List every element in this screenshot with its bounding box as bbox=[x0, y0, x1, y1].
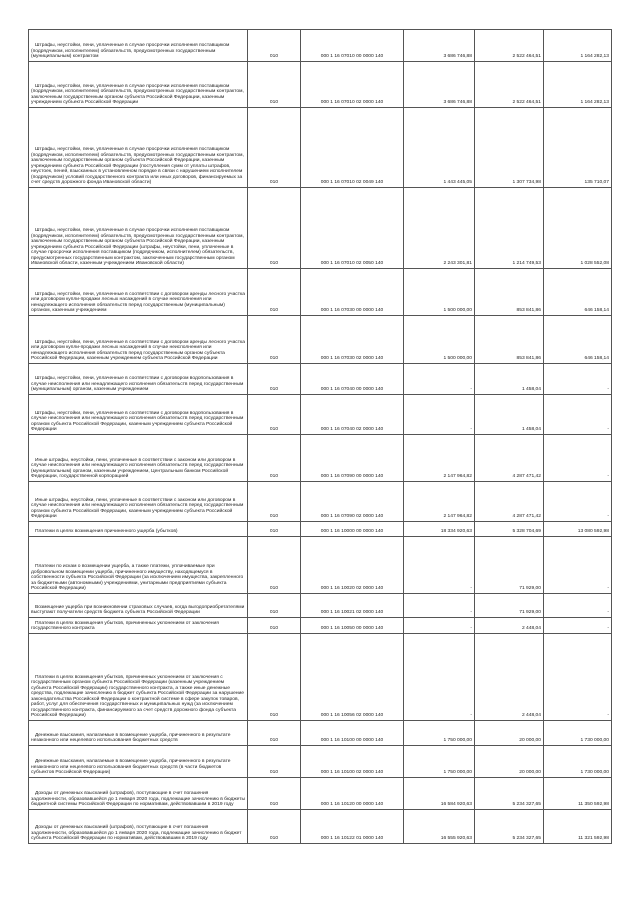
executed-amount-text: 4 287 471,42 bbox=[512, 514, 541, 520]
approved-plan-text: - bbox=[470, 713, 472, 719]
classification-code-cell bbox=[301, 188, 404, 269]
unexecuted-amount-cell bbox=[544, 522, 612, 537]
unexecuted-amount-text: 646 158,14 bbox=[584, 356, 609, 362]
classification-code-cell bbox=[301, 618, 404, 634]
approved-plan-text: - bbox=[470, 387, 472, 393]
unexecuted-amount-text: 1 730 000,00 bbox=[580, 770, 609, 776]
line-code-text: 010 bbox=[269, 610, 279, 616]
income-name-text: Иные штрафы, неустойки, пени, уплаченные в соответствии с законом или договором в случае неисполнения или ненадлежащего исполнения обязательств перед государственным (муниципальным) органом, казенным учреждением, Центральным банком Российской Федерации, государственной корпорацией bbox=[31, 457, 244, 480]
classification-code-cell bbox=[301, 364, 404, 395]
classification-code-cell bbox=[301, 482, 404, 522]
executed-amount-cell bbox=[475, 594, 544, 618]
income-name-cell bbox=[29, 364, 248, 395]
table-row bbox=[29, 594, 612, 618]
approved-plan-cell bbox=[404, 435, 475, 482]
approved-plan-cell bbox=[404, 269, 475, 316]
executed-amount-cell bbox=[475, 395, 544, 435]
line-code-cell bbox=[248, 634, 301, 721]
classification-code-text: 000 1 16 07030 02 0000 140 bbox=[320, 356, 384, 362]
unexecuted-amount-cell bbox=[544, 108, 612, 188]
income-name-cell bbox=[29, 395, 248, 435]
income-name-text: Штрафы, неустойки, пени, уплаченные в соответствии с договором аренды лесного участка или договором купли-продажи лесных насаждений в случае неисполнения или ненадлежащего исполнения обязательств перед государственным (муниципальным) органом, казенным учреждением bbox=[31, 291, 245, 314]
classification-code-text: 000 1 16 10021 02 0000 140 bbox=[320, 610, 384, 616]
income-name-cell bbox=[29, 618, 248, 634]
income-name-text: Платежи по искам о возмещении ущерба, а также платежи, уплачиваемые при добровольном возмещении ущерба, причиненного имуществу, находящемуся в собственности субъекта Российской Федерации (за исключением имущества, закрепленного за бюджетными (автономными) учреждениями, унитарными предприятиями субъекта Российской Федерации) bbox=[31, 564, 244, 592]
line-code-cell bbox=[248, 435, 301, 482]
classification-code-cell bbox=[301, 62, 404, 108]
income-name-cell bbox=[29, 188, 248, 269]
unexecuted-amount-text: 1 164 282,13 bbox=[580, 54, 609, 60]
unexecuted-amount-text: - bbox=[607, 387, 609, 393]
approved-plan-text: 1 500 000,00 bbox=[443, 308, 472, 314]
executed-amount-text: 71 929,00 bbox=[519, 586, 541, 592]
approved-plan-text: 1 750 000,00 bbox=[443, 770, 472, 776]
executed-amount-text: 853 841,86 bbox=[516, 356, 541, 362]
income-name-text: Платежи в целях возмещения причиненного ущерба (убытков) bbox=[35, 529, 178, 535]
unexecuted-amount-cell bbox=[544, 721, 612, 746]
approved-plan-text: 1 500 000,00 bbox=[443, 356, 472, 362]
classification-code-text: 000 1 16 07090 02 0000 140 bbox=[320, 514, 384, 520]
approved-plan-cell bbox=[404, 810, 475, 844]
unexecuted-amount-cell bbox=[544, 634, 612, 721]
executed-amount-text: 4 287 471,42 bbox=[512, 474, 541, 480]
unexecuted-amount-cell bbox=[544, 537, 612, 594]
income-name-text: Возмещение ущерба при возникновении страховых случаев, когда выгодоприобретателями выступают получатели средств бюджета субъекта Российской Федерации bbox=[31, 604, 245, 616]
income-name-text: Штрафы, неустойки, пени, уплаченные в случае просрочки исполнения поставщиком (подрядчиком, исполнителем) обязательств, предусмотренных государственным (муниципальным) контрактом bbox=[31, 43, 230, 60]
table-row bbox=[29, 482, 612, 522]
line-code-text: 010 bbox=[269, 180, 279, 186]
executed-amount-cell bbox=[475, 482, 544, 522]
classification-code-cell bbox=[301, 634, 404, 721]
executed-amount-cell bbox=[475, 364, 544, 395]
executed-amount-text: 71 929,00 bbox=[519, 610, 541, 616]
approved-plan-cell bbox=[404, 634, 475, 721]
executed-amount-text: 1 307 734,98 bbox=[512, 180, 541, 186]
approved-plan-text: - bbox=[470, 427, 472, 433]
line-code-text: 010 bbox=[269, 100, 279, 106]
unexecuted-amount-cell bbox=[544, 594, 612, 618]
executed-amount-text: 5 328 704,69 bbox=[512, 529, 541, 535]
classification-code-text: 000 1 16 07030 00 0000 140 bbox=[320, 308, 384, 314]
table-row bbox=[29, 30, 612, 62]
table-row bbox=[29, 269, 612, 316]
approved-plan-cell bbox=[404, 522, 475, 537]
line-code-text: 010 bbox=[269, 514, 279, 520]
income-name-cell bbox=[29, 108, 248, 188]
executed-amount-text: 2 522 464,51 bbox=[512, 54, 541, 60]
classification-code-cell bbox=[301, 30, 404, 62]
income-name-cell bbox=[29, 810, 248, 844]
classification-code-text: 000 1 16 10000 00 0000 140 bbox=[320, 529, 384, 535]
classification-code-cell bbox=[301, 522, 404, 537]
approved-plan-text: 3 686 746,88 bbox=[443, 54, 472, 60]
executed-amount-cell bbox=[475, 522, 544, 537]
line-code-text: 010 bbox=[269, 738, 279, 744]
line-code-cell bbox=[248, 810, 301, 844]
line-code-cell bbox=[248, 778, 301, 810]
income-name-cell bbox=[29, 316, 248, 364]
line-code-cell bbox=[248, 188, 301, 269]
unexecuted-amount-text: 1 028 552,08 bbox=[580, 261, 609, 267]
approved-plan-cell bbox=[404, 395, 475, 435]
classification-code-text: 000 1 16 07010 02 0050 140 bbox=[320, 261, 384, 267]
approved-plan-cell bbox=[404, 746, 475, 778]
executed-amount-cell bbox=[475, 30, 544, 62]
unexecuted-amount-cell bbox=[544, 364, 612, 395]
classification-code-cell bbox=[301, 778, 404, 810]
unexecuted-amount-text: 646 158,14 bbox=[584, 308, 609, 314]
approved-plan-text: - bbox=[470, 586, 472, 592]
approved-plan-text: 2 147 964,82 bbox=[443, 474, 472, 480]
table-row bbox=[29, 364, 612, 395]
unexecuted-amount-text: 1 164 282,13 bbox=[580, 100, 609, 106]
executed-amount-text: 2 448,04 bbox=[521, 626, 541, 632]
approved-plan-cell bbox=[404, 62, 475, 108]
approved-plan-text: 16 584 920,63 bbox=[440, 802, 472, 808]
unexecuted-amount-text: - bbox=[607, 610, 609, 616]
line-code-text: 010 bbox=[269, 713, 279, 719]
unexecuted-amount-cell bbox=[544, 316, 612, 364]
unexecuted-amount-text: - bbox=[607, 626, 609, 632]
executed-amount-text: 853 841,86 bbox=[516, 308, 541, 314]
unexecuted-amount-cell bbox=[544, 778, 612, 810]
executed-amount-cell bbox=[475, 778, 544, 810]
classification-code-cell bbox=[301, 810, 404, 844]
classification-code-cell bbox=[301, 435, 404, 482]
classification-code-text: 000 1 16 10056 02 0000 140 bbox=[320, 713, 384, 719]
line-code-text: 010 bbox=[269, 356, 279, 362]
approved-plan-text: 1 750 000,00 bbox=[443, 738, 472, 744]
line-code-text: 010 bbox=[269, 626, 279, 632]
table-row bbox=[29, 634, 612, 721]
income-name-cell bbox=[29, 634, 248, 721]
table-row bbox=[29, 395, 612, 435]
income-name-cell bbox=[29, 522, 248, 537]
executed-amount-cell bbox=[475, 435, 544, 482]
table-row bbox=[29, 108, 612, 188]
income-name-text: Денежные взыскания, налагаемые в возмещение ущерба, причиненного в результате незаконного или нецелевого использования бюджетных средств bbox=[31, 732, 231, 744]
line-code-text: 010 bbox=[269, 474, 279, 480]
line-code-text: 010 bbox=[269, 802, 279, 808]
approved-plan-text: 3 686 746,88 bbox=[443, 100, 472, 106]
executed-amount-text: 1 458,04 bbox=[521, 387, 541, 393]
unexecuted-amount-text: - bbox=[607, 713, 609, 719]
approved-plan-cell bbox=[404, 537, 475, 594]
table-row bbox=[29, 188, 612, 269]
executed-amount-cell bbox=[475, 634, 544, 721]
approved-plan-cell bbox=[404, 30, 475, 62]
line-code-cell bbox=[248, 62, 301, 108]
line-code-cell bbox=[248, 522, 301, 537]
income-name-cell bbox=[29, 30, 248, 62]
table-row bbox=[29, 721, 612, 746]
executed-amount-cell bbox=[475, 269, 544, 316]
line-code-cell bbox=[248, 395, 301, 435]
executed-amount-text: 20 000,00 bbox=[519, 738, 541, 744]
unexecuted-amount-text: 11 321 592,98 bbox=[578, 836, 609, 842]
line-code-text: 010 bbox=[269, 54, 279, 60]
unexecuted-amount-cell bbox=[544, 810, 612, 844]
income-name-cell bbox=[29, 746, 248, 778]
executed-amount-text: 2 522 464,51 bbox=[512, 100, 541, 106]
classification-code-text: 000 1 16 10020 02 0000 140 bbox=[320, 586, 384, 592]
executed-amount-cell bbox=[475, 537, 544, 594]
unexecuted-amount-text: 135 710,07 bbox=[584, 180, 609, 186]
unexecuted-amount-cell bbox=[544, 435, 612, 482]
unexecuted-amount-cell bbox=[544, 395, 612, 435]
classification-code-cell bbox=[301, 108, 404, 188]
unexecuted-amount-cell bbox=[544, 269, 612, 316]
approved-plan-text: 18 334 920,63 bbox=[440, 529, 472, 535]
income-name-text: Штрафы, неустойки, пени, уплаченные в случае просрочки исполнения поставщиком (подрядчиком, исполнителем) обязательств, предусмотренных государственным контрактом, заключенным государственным органом субъекта Российской Федерации, казенным учреждением субъекта Российской Федерации bbox=[31, 83, 244, 106]
executed-amount-text: 2 448,04 bbox=[521, 713, 541, 719]
classification-code-text: 000 1 16 10122 01 0000 140 bbox=[320, 836, 384, 842]
income-name-text: Денежные взыскания, налагаемые в возмещение ущерба, причиненного в результате незаконного или нецелевого использования бюджетных средств (в части бюджетов субъектов Российской Федерации) bbox=[31, 759, 231, 776]
line-code-cell bbox=[248, 316, 301, 364]
approved-plan-text: - bbox=[470, 626, 472, 632]
unexecuted-amount-text: - bbox=[607, 514, 609, 520]
income-table-body bbox=[29, 30, 612, 844]
line-code-text: 010 bbox=[269, 586, 279, 592]
classification-code-cell bbox=[301, 316, 404, 364]
classification-code-cell bbox=[301, 537, 404, 594]
classification-code-text: 000 1 16 07040 02 0000 140 bbox=[320, 427, 384, 433]
classification-code-cell bbox=[301, 721, 404, 746]
line-code-text: 010 bbox=[269, 308, 279, 314]
income-name-cell bbox=[29, 435, 248, 482]
line-code-text: 010 bbox=[269, 427, 279, 433]
income-name-cell bbox=[29, 594, 248, 618]
income-name-text: Штрафы, неустойки, пени, уплаченные в соответствии с договором водопользования в случае неисполнения или ненадлежащего исполнения обязательств перед государственным (муниципальным) органом, казенным учреждением bbox=[31, 376, 244, 393]
line-code-text: 010 bbox=[269, 770, 279, 776]
approved-plan-cell bbox=[404, 594, 475, 618]
approved-plan-cell bbox=[404, 482, 475, 522]
classification-code-text: 000 1 16 07090 00 0000 140 bbox=[320, 474, 384, 480]
table-row bbox=[29, 62, 612, 108]
table-row bbox=[29, 618, 612, 634]
approved-plan-cell bbox=[404, 316, 475, 364]
line-code-text: 010 bbox=[269, 836, 279, 842]
unexecuted-amount-cell bbox=[544, 618, 612, 634]
executed-amount-cell bbox=[475, 746, 544, 778]
classification-code-text: 000 1 16 10100 02 0000 140 bbox=[320, 770, 384, 776]
executed-amount-cell bbox=[475, 316, 544, 364]
income-name-cell bbox=[29, 537, 248, 594]
executed-amount-text: 20 000,00 bbox=[519, 770, 541, 776]
approved-plan-text: - bbox=[470, 610, 472, 616]
executed-amount-cell bbox=[475, 618, 544, 634]
unexecuted-amount-cell bbox=[544, 62, 612, 108]
executed-amount-text: 5 234 327,65 bbox=[512, 836, 541, 842]
table-row bbox=[29, 522, 612, 537]
line-code-cell bbox=[248, 537, 301, 594]
approved-plan-text: 2 243 301,81 bbox=[443, 261, 472, 267]
table-row bbox=[29, 778, 612, 810]
classification-code-text: 000 1 16 07010 02 0000 140 bbox=[320, 100, 384, 106]
line-code-cell bbox=[248, 618, 301, 634]
approved-plan-text: 2 147 964,82 bbox=[443, 514, 472, 520]
income-name-cell bbox=[29, 269, 248, 316]
approved-plan-cell bbox=[404, 188, 475, 269]
income-name-text: Штрафы, неустойки, пени, уплаченные в соответствии с договором водопользования в случае неисполнения или ненадлежащего исполнения обязательств перед государственным органом субъекта Российской Федерации, казенным учреждением субъекта Российской Федерации bbox=[31, 410, 244, 433]
executed-amount-cell bbox=[475, 188, 544, 269]
income-name-text: Доходы от денежных взысканий (штрафов), поступающие в счет погашения задолженности, образовавшейся до 1 января 2020 года, подлежащие зачислению в бюджеты бюджетной системы Российской Федерации по нормативам, действовавшим в 2019 году bbox=[31, 791, 245, 808]
income-name-text: Иные штрафы, неустойки, пени, уплаченные в соответствии с законом или договором в случае неисполнения или ненадлежащего исполнения обязательств перед государственным органом субъекта Российской Федерации, казенным учреждением субъекта Российской Федерации bbox=[31, 497, 244, 520]
income-name-text: Платежи в целях возмещения убытков, причиненных уклонением от заключения государственного контракта bbox=[31, 620, 219, 632]
executed-amount-cell bbox=[475, 62, 544, 108]
unexecuted-amount-cell bbox=[544, 188, 612, 269]
income-name-text: Платежи в целях возмещения убытков, причиненных уклонением от заключения с государственным органом субъекта Российской Федерации (казенным учреждением субъекта Российской Федерации) государственного контракта, а также иные денежные средства, подлежащие зачислению в бюджет субъекта Российской Федерации за нарушение законодательства Российской Федерации о контрактной системе в сфере закупок товаров, работ, услуг для обеспечения государственных и муниципальных нужд (за исключением государственного контракта, финансируемого за счет средств дорожного фонда субъекта Российской Федерации) bbox=[31, 674, 244, 719]
unexecuted-amount-text: - bbox=[607, 427, 609, 433]
line-code-cell bbox=[248, 482, 301, 522]
classification-code-text: 000 1 16 10100 00 0000 140 bbox=[320, 738, 384, 744]
approved-plan-cell bbox=[404, 364, 475, 395]
unexecuted-amount-cell bbox=[544, 482, 612, 522]
executed-amount-cell bbox=[475, 108, 544, 188]
unexecuted-amount-text: - bbox=[607, 586, 609, 592]
line-code-cell bbox=[248, 746, 301, 778]
line-code-text: 010 bbox=[269, 261, 279, 267]
income-name-cell bbox=[29, 778, 248, 810]
income-name-cell bbox=[29, 482, 248, 522]
table-row bbox=[29, 746, 612, 778]
unexecuted-amount-text: 13 080 592,98 bbox=[577, 529, 609, 535]
income-name-text: Доходы от денежных взысканий (штрафов), поступающие в счет погашения задолженности, образовавшейся до 1 января 2020 года, подлежащие зачислению в бюджет субъекта Российской Федерации по нормативам, действовавшим в 2019 году bbox=[31, 825, 242, 842]
classification-code-cell bbox=[301, 594, 404, 618]
executed-amount-text: 1 214 749,53 bbox=[512, 261, 541, 267]
unexecuted-amount-text: 11 350 592,98 bbox=[578, 802, 609, 808]
unexecuted-amount-text: 1 730 000,00 bbox=[580, 738, 609, 744]
classification-code-text: 000 1 16 10050 00 0000 140 bbox=[320, 626, 384, 632]
line-code-cell bbox=[248, 721, 301, 746]
table-row bbox=[29, 537, 612, 594]
approved-plan-cell bbox=[404, 618, 475, 634]
unexecuted-amount-cell bbox=[544, 30, 612, 62]
classification-code-text: 000 1 16 07010 00 0000 140 bbox=[320, 54, 384, 60]
line-code-cell bbox=[248, 269, 301, 316]
table-row bbox=[29, 810, 612, 844]
income-name-text: Штрафы, неустойки, пени, уплаченные в соответствии с договором аренды лесного участка или договором купли-продажи лесных насаждений в случае неисполнения или ненадлежащего исполнения обязательств перед государственным органом субъекта Российской Федерации, казенным учреждением субъекта Российской Федерации bbox=[31, 339, 245, 362]
approved-plan-text: 1 443 445,05 bbox=[443, 180, 472, 186]
executed-amount-text: 5 234 327,65 bbox=[512, 802, 541, 808]
line-code-text: 010 bbox=[269, 387, 279, 393]
executed-amount-cell bbox=[475, 721, 544, 746]
table-row bbox=[29, 435, 612, 482]
line-code-cell bbox=[248, 594, 301, 618]
approved-plan-cell bbox=[404, 721, 475, 746]
table-row bbox=[29, 316, 612, 364]
classification-code-cell bbox=[301, 395, 404, 435]
line-code-cell bbox=[248, 108, 301, 188]
classification-code-cell bbox=[301, 746, 404, 778]
income-table bbox=[28, 29, 612, 844]
executed-amount-cell bbox=[475, 810, 544, 844]
income-name-cell bbox=[29, 721, 248, 746]
classification-code-text: 000 1 16 07010 02 0049 140 bbox=[320, 180, 384, 186]
approved-plan-text: 16 555 920,63 bbox=[440, 836, 472, 842]
budget-report-page bbox=[28, 29, 611, 844]
executed-amount-text: 1 458,04 bbox=[521, 427, 541, 433]
unexecuted-amount-text: - bbox=[607, 474, 609, 480]
approved-plan-cell bbox=[404, 778, 475, 810]
classification-code-text: 000 1 16 10120 00 0000 140 bbox=[320, 802, 384, 808]
income-name-cell bbox=[29, 62, 248, 108]
classification-code-text: 000 1 16 07040 00 0000 140 bbox=[320, 387, 384, 393]
approved-plan-cell bbox=[404, 108, 475, 188]
unexecuted-amount-cell bbox=[544, 746, 612, 778]
line-code-text: 010 bbox=[269, 529, 279, 535]
income-name-text: Штрафы, неустойки, пени, уплаченные в случае просрочки исполнения поставщиком (подрядчиком, исполнителем) обязательств, предусмотренных государственным контрактом, заключенным государственным органом субъекта Российской Федерации, казенным учреждением субъекта Российской Федерации (штрафы, неустойки, пени, уплаченные в случае просрочки исполнения поставщиком (подрядчиком, исполнителем) обязательств, предусмотренных государственным контрактом, заключенным государственным органом Ивановской области, казенным учреждением Ивановской области) bbox=[31, 228, 244, 267]
income-name-text: Штрафы, неустойки, пени, уплаченные в случае просрочки исполнения поставщиком (подрядчиком, исполнителем) обязательств, предусмотренных государственным контрактом, заключенным государственным органом субъекта Российской Федерации, казенным учреждением субъекта Российской Федерации (поступления сумм от уплаты штрафов, неустоек, пеней, взысканных в установленном порядке в связи с нарушением исполнителем (подрядчиком) условий государственного контракта или иных договоров, финансируемых за счет средств дорожного фонда Ивановской области) bbox=[31, 147, 244, 186]
line-code-cell bbox=[248, 364, 301, 395]
line-code-cell bbox=[248, 30, 301, 62]
classification-code-cell bbox=[301, 269, 404, 316]
